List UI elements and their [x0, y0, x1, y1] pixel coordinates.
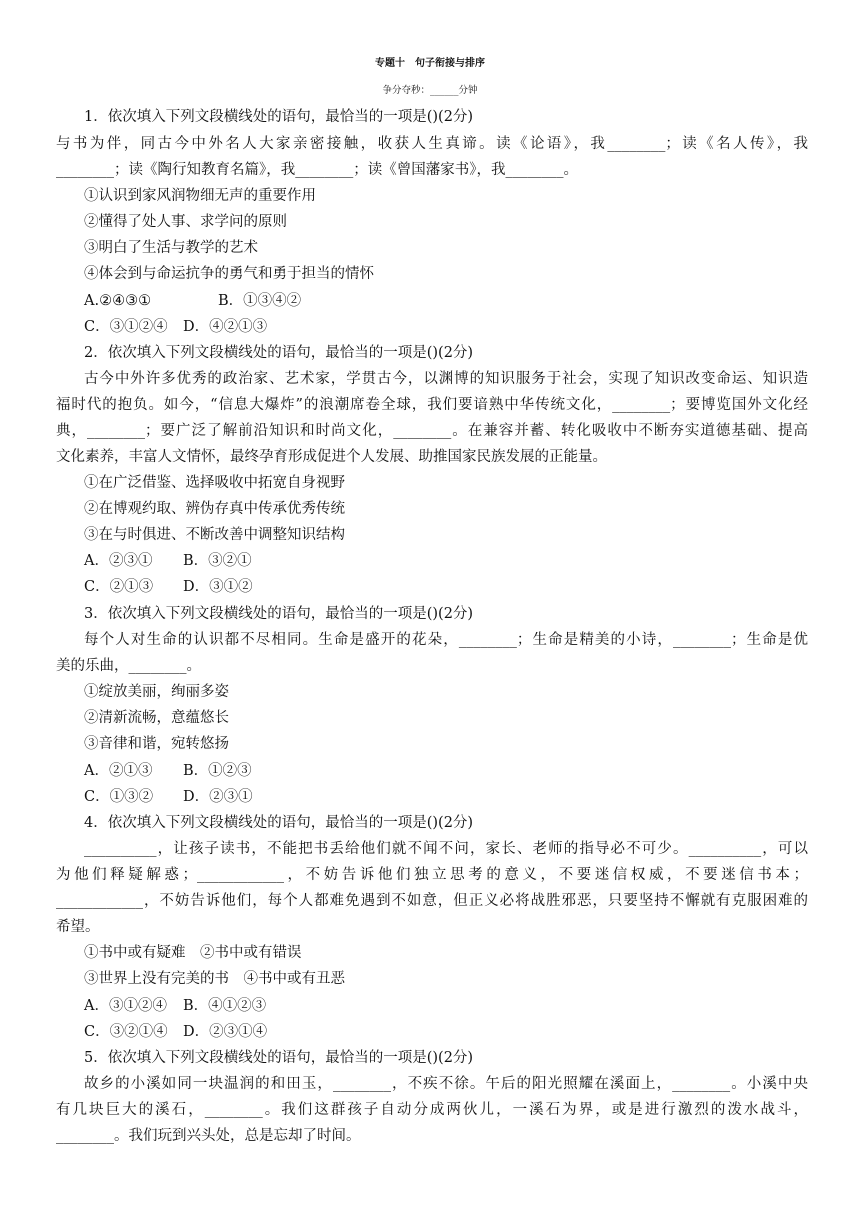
question-1-option-c[interactable]: C．③①②④ [84, 319, 168, 335]
timer-line: 争分夺秒：______分钟 [382, 85, 478, 96]
question-1-option-d[interactable]: D．④②①③ [183, 319, 268, 335]
question-1-option-a[interactable]: A.②④③① [84, 293, 152, 309]
question-4-stem: 4．依次填入下列文段横线处的语句，最恰当的一项是()(2分) [84, 815, 474, 831]
question-2-passage-line: 古今中外许多优秀的政治家、艺术家，学贯古今，以渊博的知识服务于社会，实现了知识改变命运、知识造 [84, 371, 808, 387]
question-5-passage-line: 有几块巨大的溪石，________。我们这群孩子自动分成两伙儿，一溪石为界，或是进行激烈的泼水战斗， [56, 1102, 808, 1118]
question-4-passage-line: 希望。 [56, 919, 100, 935]
question-1-stem: 1．依次填入下列文段横线处的语句，最恰当的一项是()(2分) [84, 109, 474, 125]
question-4-passage-line: __________，让孩子读书，不能把书丢给他们就不闻不问，家长、老师的指导必不可少。__________，可以 [84, 841, 808, 857]
question-3-item: ③音律和谐，宛转悠扬 [84, 736, 229, 752]
question-3-passage-line: 每个人对生命的认识都不尽相同。生命是盛开的花朵，________；生命是精美的小诗，________；生命是优 [84, 632, 808, 648]
question-2-passage-line: 福时代的抱负。如今，“信息大爆炸”的浪潮席卷全球，我们要谙熟中华传统文化，________；要博览国外文化经 [56, 397, 808, 413]
page-title: 专题十 句子衔接与排序 [375, 58, 485, 69]
question-4-item: ①书中或有疑难 ②书中或有错误 [84, 945, 302, 961]
question-2-item: ②在博观约取、辨伪存真中传承优秀传统 [84, 501, 345, 517]
question-3-item: ①绽放美丽，绚丽多姿 [84, 684, 229, 700]
question-5-passage-line: ________。我们玩到兴头处，总是忘却了时间。 [56, 1128, 361, 1144]
question-5-stem: 5．依次填入下列文段横线处的语句，最恰当的一项是()(2分) [84, 1050, 474, 1066]
question-2-option-b[interactable]: B．③②① [183, 553, 252, 569]
question-1-passage-line: ________；读《陶行知教育名篇》，我________；读《曾国藩家书》，我________。 [56, 162, 578, 178]
question-4-passage-line: 为他们释疑解惑；____________，不妨告诉他们独立思考的意义，不要迷信权威，不要迷信书本； [56, 867, 808, 883]
question-2-item: ①在广泛借鉴、选择吸收中拓宽自身视野 [84, 475, 345, 491]
question-3-option-d[interactable]: D．②③① [183, 789, 253, 805]
question-1-item: ③明白了生活与教学的艺术 [84, 240, 258, 256]
question-3-stem: 3．依次填入下列文段横线处的语句，最恰当的一项是()(2分) [84, 606, 474, 622]
question-1-option-b[interactable]: B．①③④② [218, 293, 302, 309]
question-1-item: ②懂得了处人事、求学问的原则 [84, 214, 287, 230]
question-3-passage-line: 美的乐曲，________。 [56, 658, 201, 674]
question-4-passage-line: ____________，不妨告诉他们，每个人都难免遇到不如意，但正义必将战胜邪恶，只要坚持不懈就有克服困难的 [56, 893, 808, 909]
question-2-option-c[interactable]: C．②①③ [84, 579, 154, 595]
question-2-option-a[interactable]: A．②③① [84, 553, 153, 569]
question-2-passage-line: 典，________；要广泛了解前沿知识和时尚文化，________。在兼容并蓄、转化吸收中不断夯实道德基础、提高 [56, 423, 808, 439]
question-2-item: ③在与时俱进、不断改善中调整知识结构 [84, 527, 345, 543]
question-1-item: ①认识到家风润物细无声的重要作用 [84, 188, 316, 204]
question-2-option-d[interactable]: D．③①② [183, 579, 253, 595]
question-1-passage-line: 与书为伴，同古今中外名人大家亲密接触，收获人生真谛。读《论语》，我________；读《名人传》，我 [56, 136, 808, 152]
question-3-option-a[interactable]: A．②①③ [84, 763, 153, 779]
question-4-option-d[interactable]: D．②③①④ [183, 1024, 268, 1040]
question-3-option-b[interactable]: B．①②③ [183, 763, 252, 779]
question-3-item: ②清新流畅，意蕴悠长 [84, 710, 229, 726]
question-4-item: ③世界上没有完美的书 ④书中或有丑恶 [84, 971, 345, 987]
question-2-passage-line: 文化素养，丰富人文情怀，最终孕育形成促进个人发展、助推国家民族发展的正能量。 [56, 449, 607, 465]
question-4-option-b[interactable]: B．④①②③ [183, 998, 267, 1014]
question-4-option-c[interactable]: C．③②①④ [84, 1024, 168, 1040]
question-2-stem: 2．依次填入下列文段横线处的语句，最恰当的一项是()(2分) [84, 345, 474, 361]
question-4-option-a[interactable]: A．③①②④ [84, 998, 167, 1014]
question-5-passage-line: 故乡的小溪如同一块温润的和田玉，________，不疾不徐。午后的阳光照耀在溪面上，________。小溪中央 [84, 1076, 808, 1092]
question-1-item: ④体会到与命运抗争的勇气和勇于担当的情怀 [84, 266, 374, 282]
question-3-option-c[interactable]: C．①③② [84, 789, 154, 805]
